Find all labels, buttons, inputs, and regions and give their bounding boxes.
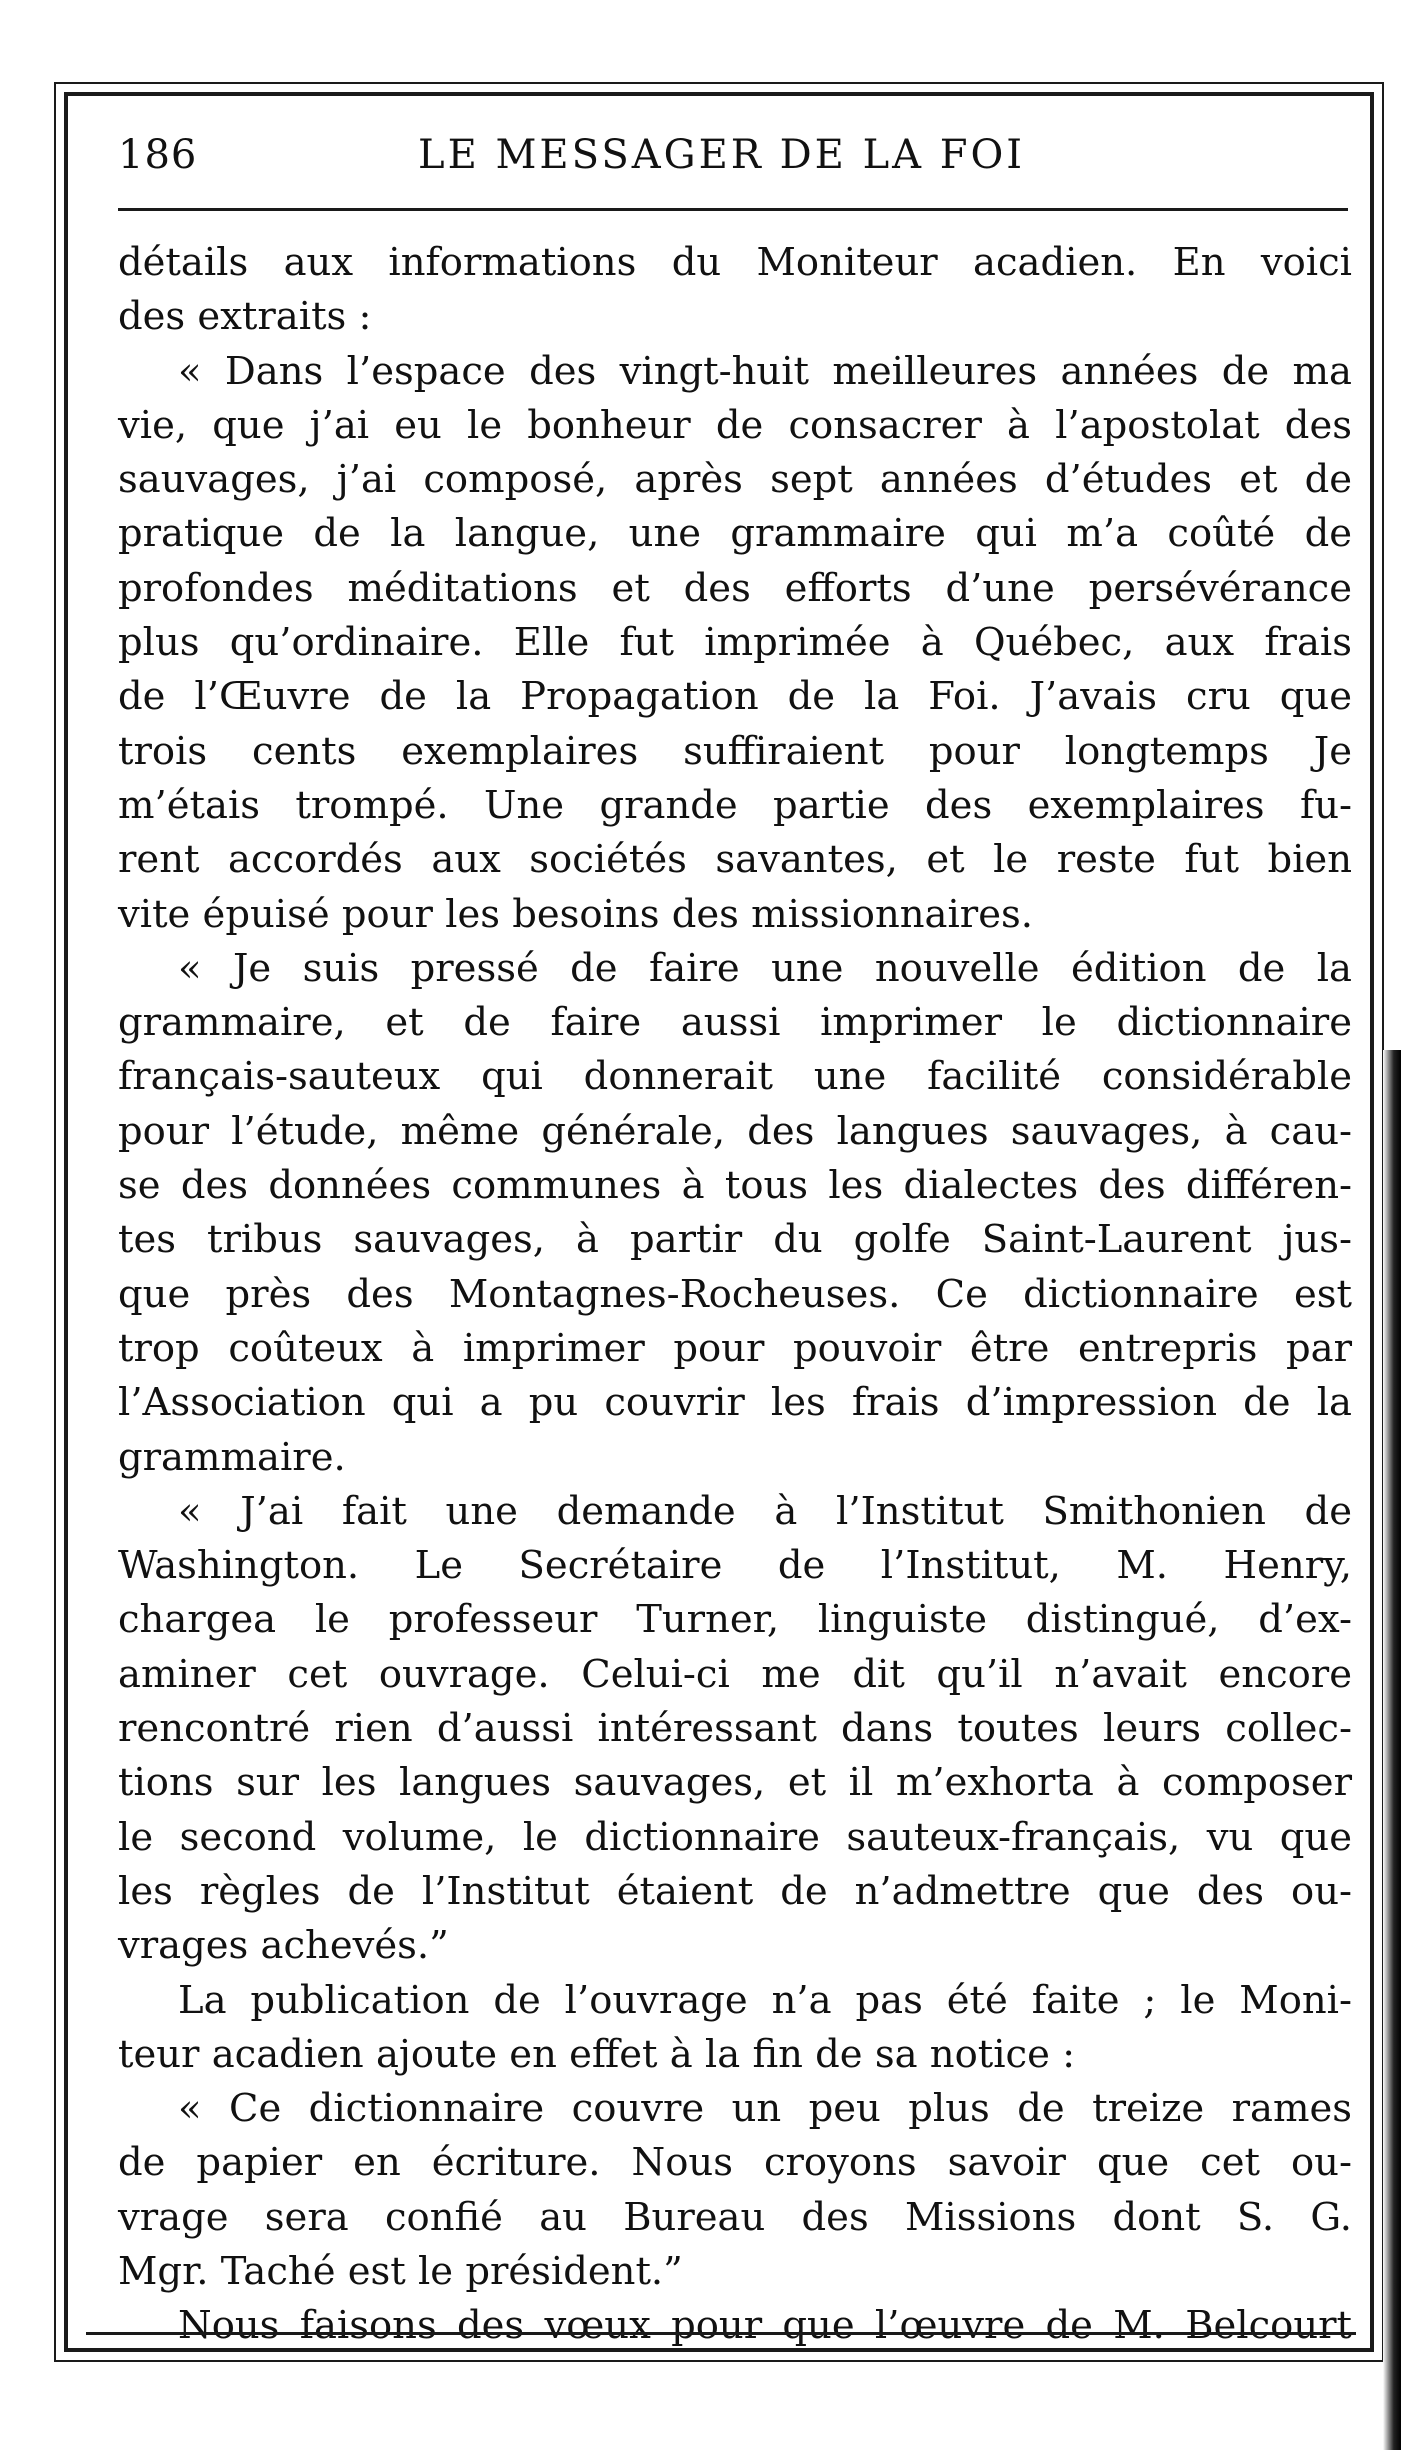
body-text xyxy=(118,236,1352,2354)
text-line: « Je suis pressé de faire une nouvelle édition de la xyxy=(178,945,1352,991)
header-rule xyxy=(118,208,1348,211)
text-line: vite épuisé pour les besoins des missionnaires. xyxy=(118,891,1033,937)
text-line: grammaire, et de faire aussi imprimer le dictionnaire xyxy=(118,1000,1352,1046)
text-line: se des données communes à tous les dialectes des différen- xyxy=(118,1163,1352,1209)
text-line: Washington. Le Secrétaire de l’Institut, M. Henry, xyxy=(118,1543,1352,1589)
text-line: grammaire. xyxy=(118,1434,346,1480)
text-line: vrages achevés.” xyxy=(118,1923,449,1969)
text-line: détails aux informations du Moniteur acadien. En voici xyxy=(118,240,1352,285)
text-line: « Ce dictionnaire couvre un peu plus de treize rames xyxy=(178,2086,1352,2132)
text-line: de l’Œuvre de la Propagation de la Foi. J’avais cru que xyxy=(118,674,1352,720)
text-line: profondes méditations et des efforts d’une persévérance xyxy=(118,565,1352,611)
page-number: 186 xyxy=(118,132,198,178)
text-line: « Dans l’espace des vingt-huit meilleures années de ma xyxy=(178,348,1352,394)
text-line: l’Association qui a pu couvrir les frais d’impression de la xyxy=(118,1380,1352,1426)
text-line: La publication de l’ouvrage n’a pas été faite ; le Moni- xyxy=(178,1977,1352,2023)
text-line: Mgr. Taché est le président.” xyxy=(118,2248,683,2294)
text-line: tes tribus sauvages, à partir du golfe Saint-Laurent jus- xyxy=(118,1217,1352,1263)
text-line: les règles de l’Institut étaient de n’admettre que des ou- xyxy=(118,1868,1352,1914)
text-line: rent accordés aux sociétés savantes, et le reste fut bien xyxy=(118,837,1352,883)
text-line: sauvages, j’ai composé, après sept années d’études et de xyxy=(118,457,1352,503)
page-header xyxy=(118,132,1348,202)
text-line: plus qu’ordinaire. Elle fut imprimée à Québec, aux frais xyxy=(118,620,1352,666)
text-line: tions sur les langues sauvages, et il m’exhorta à composer xyxy=(118,1760,1352,1806)
text-line: vie, que j’ai eu le bonheur de consacrer à l’apostolat des xyxy=(118,402,1352,448)
text-line: des extraits : xyxy=(118,294,372,340)
page-edge-shadow xyxy=(1383,1050,1401,2450)
text-line: pratique de la langue, une grammaire qui m’a coûté de xyxy=(118,511,1352,557)
footer-rule xyxy=(86,2332,1356,2335)
text-line: m’étais trompé. Une grande partie des exemplaires fu- xyxy=(118,782,1352,828)
text-line: trois cents exemplaires suffiraient pour longtemps Je xyxy=(118,728,1352,774)
text-line: français-sauteux qui donnerait une facilité considérable xyxy=(118,1054,1352,1100)
text-line: rencontré rien d’aussi intéressant dans toutes leurs collec- xyxy=(118,1706,1352,1752)
text-line: chargea le professeur Turner, linguiste distingué, d’ex- xyxy=(118,1597,1352,1643)
text-line: Nous faisons des vœux pour que l’œuvre de M. Belcourt xyxy=(178,2303,1352,2349)
text-line: vrage sera confié au Bureau des Missions dont S. G. xyxy=(118,2194,1352,2240)
text-line: trop coûteux à imprimer pour pouvoir être entrepris par xyxy=(118,1325,1352,1371)
text-line: que près des Montagnes-Rocheuses. Ce dictionnaire est xyxy=(118,1271,1352,1317)
text-line: de papier en écriture. Nous croyons savoir que cet ou- xyxy=(118,2140,1352,2186)
text-line: le second volume, le dictionnaire sauteux-français, vu que xyxy=(118,1814,1352,1860)
text-line: pour l’étude, même générale, des langues sauvages, à cau- xyxy=(118,1108,1352,1154)
text-line: « J’ai fait une demande à l’Institut Smithonien de xyxy=(178,1488,1352,1534)
text-line: teur acadien ajoute en effet à la fin de sa notice : xyxy=(118,2031,1076,2077)
text-line: aminer cet ouvrage. Celui-ci me dit qu’il n’avait encore xyxy=(118,1651,1352,1697)
running-title: LE MESSAGER DE LA FOI xyxy=(418,132,1026,178)
